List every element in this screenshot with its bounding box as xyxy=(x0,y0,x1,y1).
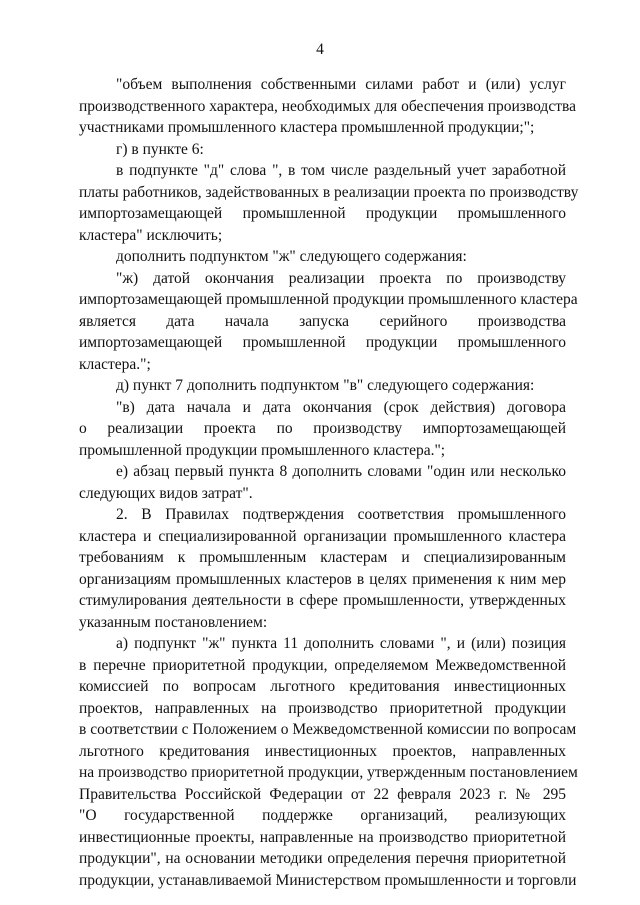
text-line: продукции, устанавливаемой Министерством промышленности и торговли xyxy=(79,871,577,889)
text-line: стимулирования деятельности в сфере промышленности, утвержденных xyxy=(79,592,566,609)
text-line: на производство приоритетной продукции, утвержденным постановлением xyxy=(79,764,578,781)
text-line: участниками промышленного кластера промышленной продукции;"; xyxy=(79,119,535,136)
text-line: кластера" исключить; xyxy=(79,226,223,244)
text-line: кластера."; xyxy=(79,355,151,373)
text-line: продукции", на основании методики определения перечня приоритетной xyxy=(79,850,566,867)
text-line: "О государственной поддержке организаций, реализующих xyxy=(79,807,566,824)
text-line: е) абзац первый пункта 8 дополнить словами "один или несколько xyxy=(116,463,566,480)
text-line: промышленной продукции промышленного кластера."; xyxy=(79,441,446,459)
text-line: импортозамещающей промышленной продукции промышленного xyxy=(79,334,566,351)
text-line: в подпункте "д" слова ", в том числе раздельный учет заработной xyxy=(116,162,566,179)
text-line: "ж) датой окончания реализации проекта по производству xyxy=(116,269,566,287)
document-body xyxy=(79,74,579,891)
text-line: импортозамещающей промышленной продукции промышленного кластера xyxy=(79,291,578,308)
text-line: в соответствии с Положением о Межведомственной комиссии по вопросам xyxy=(79,721,577,738)
page-number: 4 xyxy=(316,41,324,58)
text-line: г) в пункте 6: xyxy=(116,140,204,158)
text-line: дополнить подпунктом "ж" следующего содержания: xyxy=(116,248,467,265)
text-line: комиссией по вопросам льготного кредитования инвестиционных xyxy=(79,678,566,695)
text-line: является дата начала запуска серийного производства xyxy=(79,312,566,330)
text-line: Правительства Российской Федерации от 22 февраля 2023 г. № 295 xyxy=(79,785,566,803)
text-line: импортозамещающей промышленной продукции промышленного xyxy=(79,205,566,222)
text-line: требованиям к промышленным кластерам и специализированным xyxy=(79,549,566,566)
text-line: "в) дата начала и дата окончания (срок действия) договора xyxy=(116,398,566,416)
text-line: "объем выполнения собственными силами работ и (или) услуг xyxy=(116,76,566,93)
text-line: а) подпункт "ж" пункта 11 дополнить словами ", и (или) позиция xyxy=(116,635,566,652)
text-line: проектов, направленных на производство приоритетной продукции xyxy=(79,699,566,717)
text-line: в перечне приоритетной продукции, определяемом Межведомственной xyxy=(79,656,566,674)
text-line: 2. В Правилах подтверждения соответствия промышленного xyxy=(116,506,566,523)
text-line: льготного кредитования инвестиционных проектов, направленных xyxy=(79,742,566,760)
text-line: следующих видов затрат". xyxy=(79,484,253,502)
text-line: д) пункт 7 дополнить подпунктом "в" следующего содержания: xyxy=(116,377,535,394)
text-line: инвестиционные проекты, направленные на производство приоритетной xyxy=(79,828,566,846)
text-line: кластера и специализированной организации промышленного кластера xyxy=(79,527,566,545)
text-line: указанным постановлением: xyxy=(79,613,268,631)
text-line: производственного характера, необходимых для обеспечения производства xyxy=(79,97,576,115)
text-line: организациям промышленных кластеров в целях применения к ним мер xyxy=(79,570,566,588)
text-line: платы работников, задействованных в реализации проекта по производству xyxy=(79,183,579,201)
text-line: о реализации проекта по производству импортозамещающей xyxy=(79,420,566,437)
